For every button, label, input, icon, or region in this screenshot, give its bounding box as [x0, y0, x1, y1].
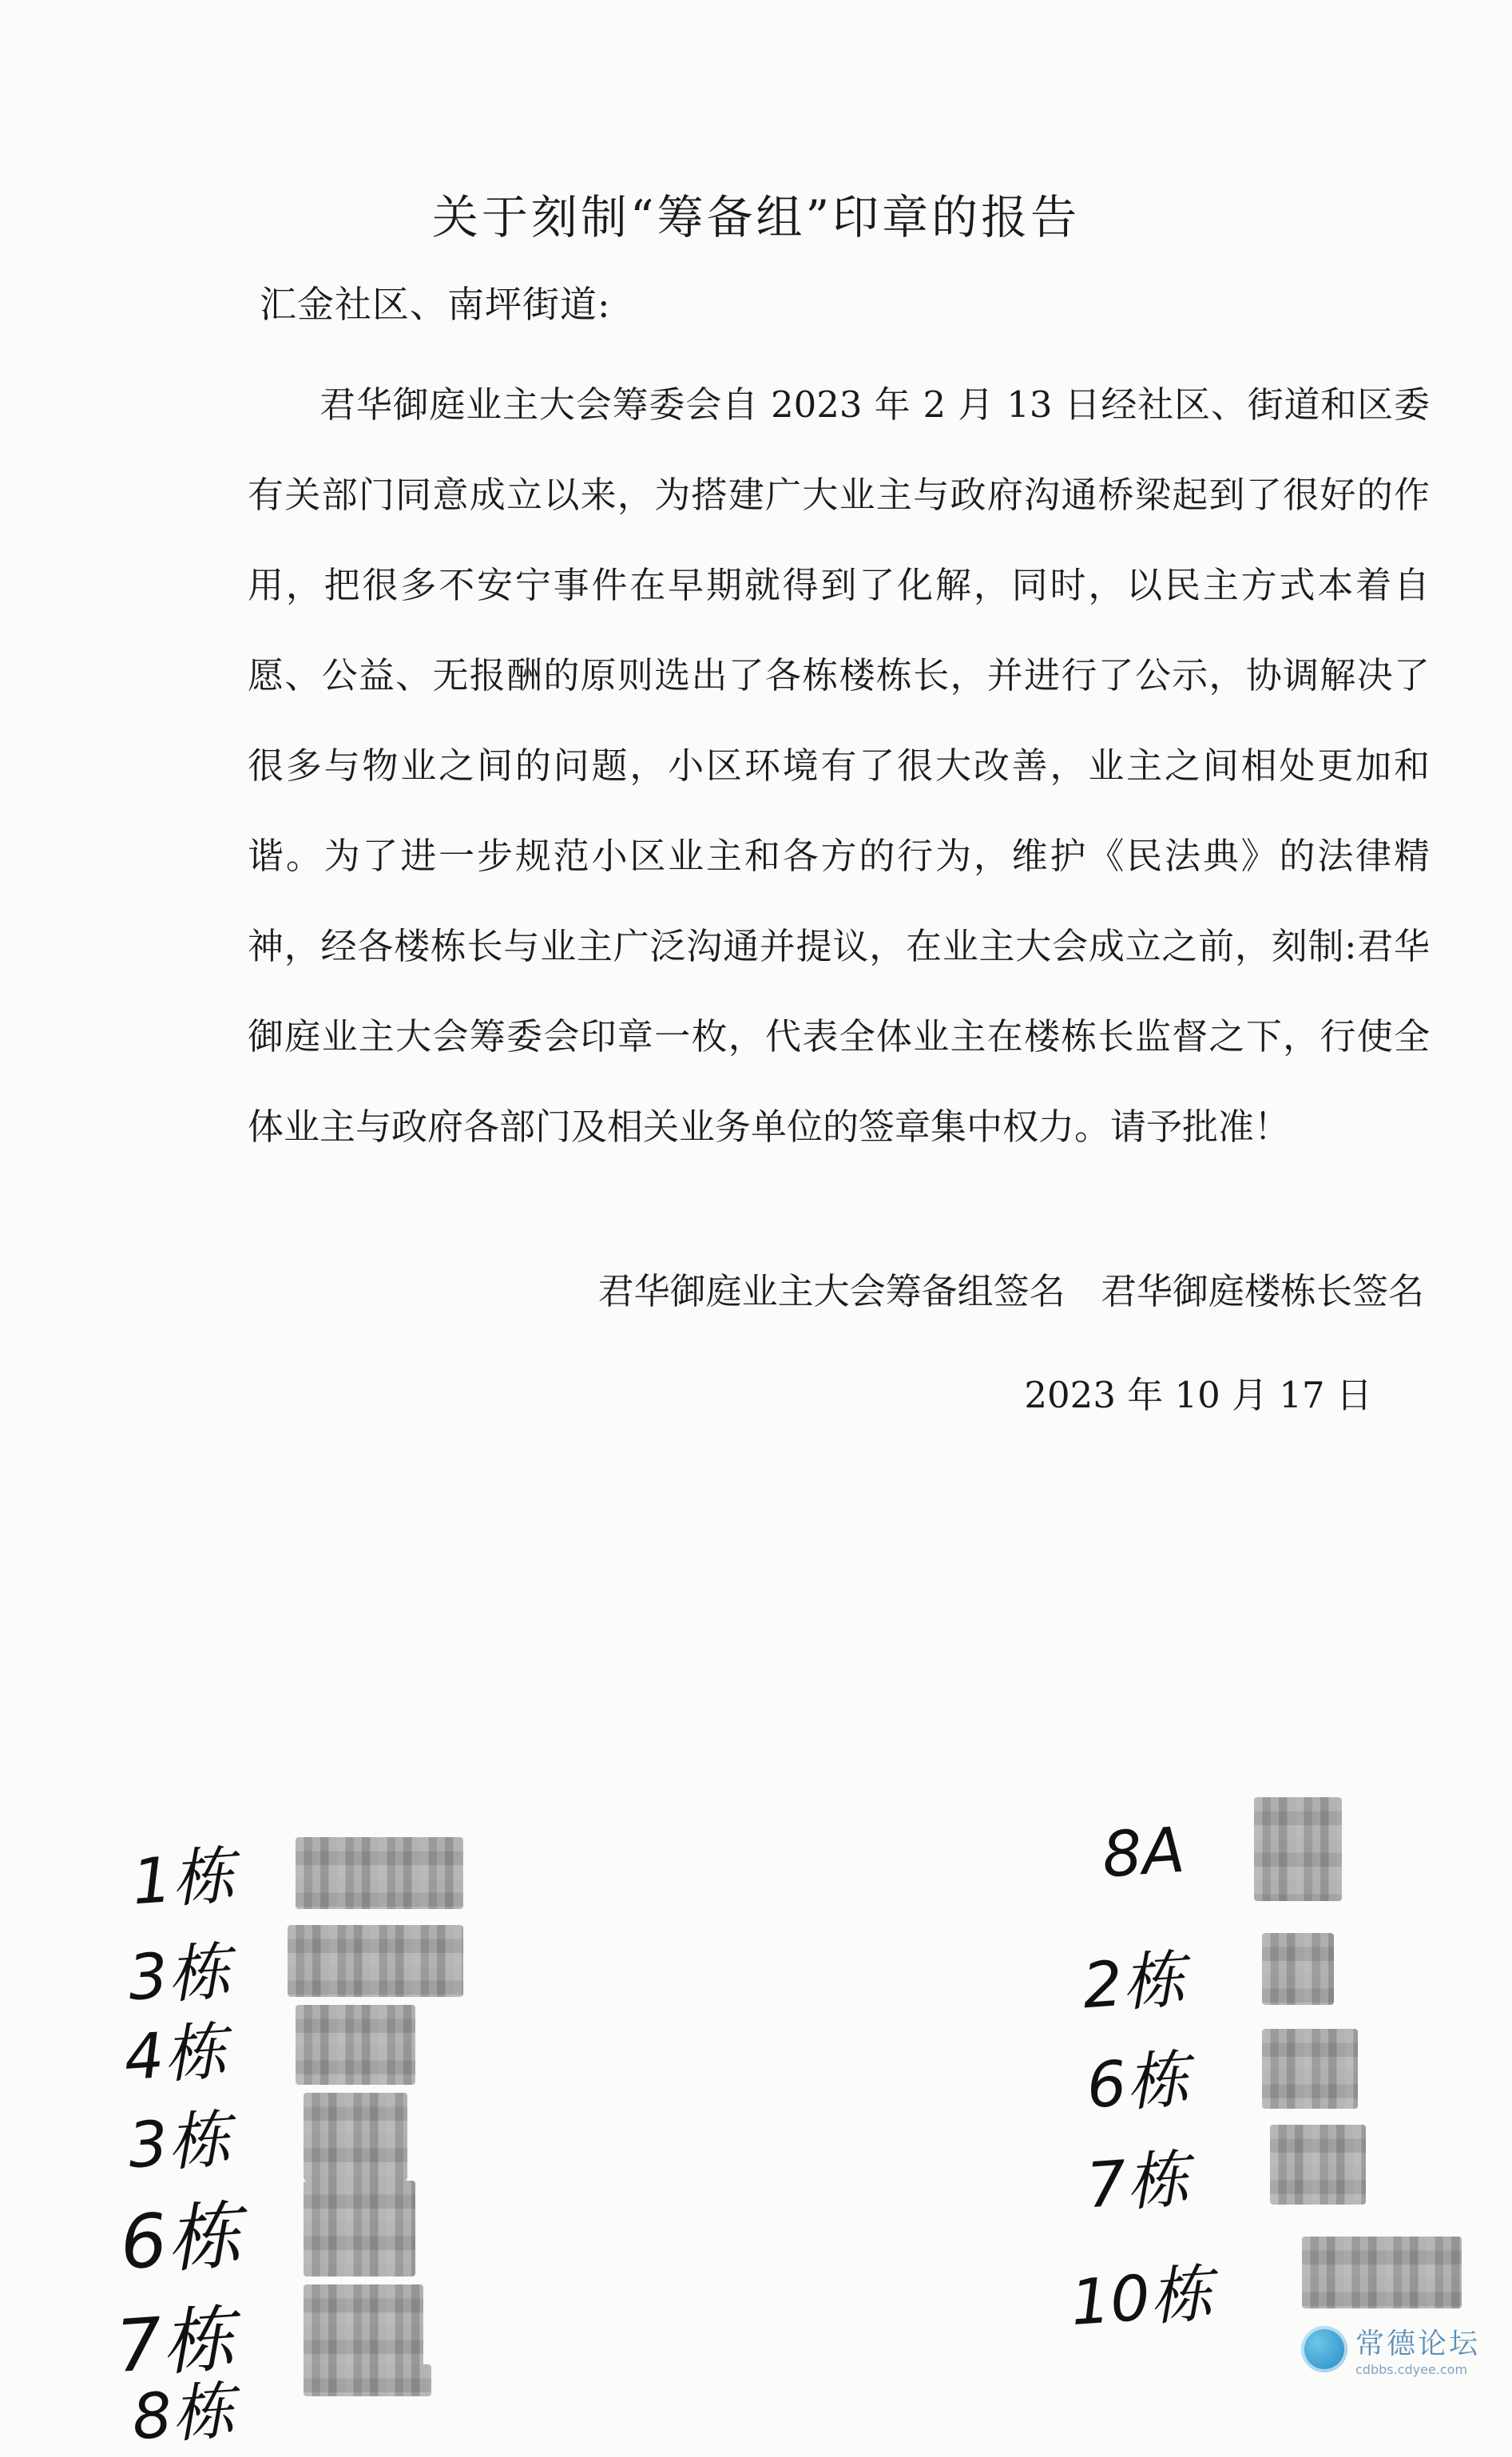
signature-line	[574, 1262, 1424, 1314]
handwritten-building-label: 7栋	[1084, 2143, 1192, 2223]
document-date: 2023 年 10 月 17 日	[1024, 1374, 1372, 1416]
watermark-logo-icon	[1301, 2326, 1347, 2372]
redacted-name	[1254, 1797, 1342, 1901]
handwritten-building-label: 1栋	[129, 1840, 237, 1919]
site-watermark	[1301, 2321, 1480, 2377]
handwritten-building-label: 3栋	[125, 2103, 233, 2183]
handwritten-building-label: 3栋	[125, 1935, 233, 2015]
handwritten-building-label: 2栋	[1080, 1943, 1188, 2023]
redacted-name	[1262, 2029, 1358, 2109]
redacted-name	[304, 2364, 431, 2396]
handwritten-building-label: 10栋	[1068, 2257, 1215, 2340]
watermark-main-text: 常德论坛	[1355, 2328, 1480, 2360]
redacted-name	[304, 2093, 407, 2181]
handwritten-building-label: 8A	[1099, 1814, 1187, 1892]
handwritten-building-label: 6栋	[1084, 2043, 1192, 2123]
handwritten-building-label: 6栋	[117, 2192, 244, 2287]
redacted-name	[304, 2284, 423, 2372]
signature-right-label: 君华御庭楼栋长签名	[1100, 1270, 1424, 1312]
redacted-name	[296, 1837, 463, 1909]
redacted-name	[288, 1925, 463, 1997]
body-paragraph: 君华御庭业主大会筹委会自 2023 年 2 月 13 日经社区、街道和区委有关部门同意成立以来，为搭建广大业主与政府沟通桥梁起到了很好的作用，把很多不安宁事件在早期就得到了化解，同时，以民主方式本着自愿、公益、无报酬的原则选出了各栋楼栋长，并进行了公示，协调解决了很多与物业之间的问题，小区环境有了很大改善，业主之间相处更加和谐。为了进一步规范小区业主和各方的行为，维护《民法典》的法律精神，经各楼栋长与业主广泛沟通并提议，在业主大会成立之前，刻制:君华御庭业主大会筹委会印章一枚，代表全体业主在楼栋长监督之下，行使全体业主与政府各部门及相关业务单位的签章集中权力。请予批准！	[248, 383, 1430, 1148]
redacted-name	[304, 2181, 415, 2276]
redacted-name	[1270, 2125, 1366, 2205]
redacted-name	[296, 2005, 415, 2085]
handwritten-building-label: 8栋	[129, 2375, 237, 2455]
signature-left-label: 君华御庭业主大会筹备组签名	[597, 1270, 1066, 1312]
addressee-line: 汇金社区、南坪街道:	[260, 283, 611, 326]
redacted-name	[1262, 1933, 1334, 2005]
handwritten-building-label: 7栋	[113, 2296, 237, 2389]
document-title: 关于刻制“筹备组”印章的报告	[431, 190, 1081, 244]
redacted-name	[1302, 2237, 1462, 2308]
handwritten-building-label: 4栋	[121, 2015, 229, 2095]
watermark-url-text: cdbbs.cdyee.com	[1355, 2362, 1468, 2377]
